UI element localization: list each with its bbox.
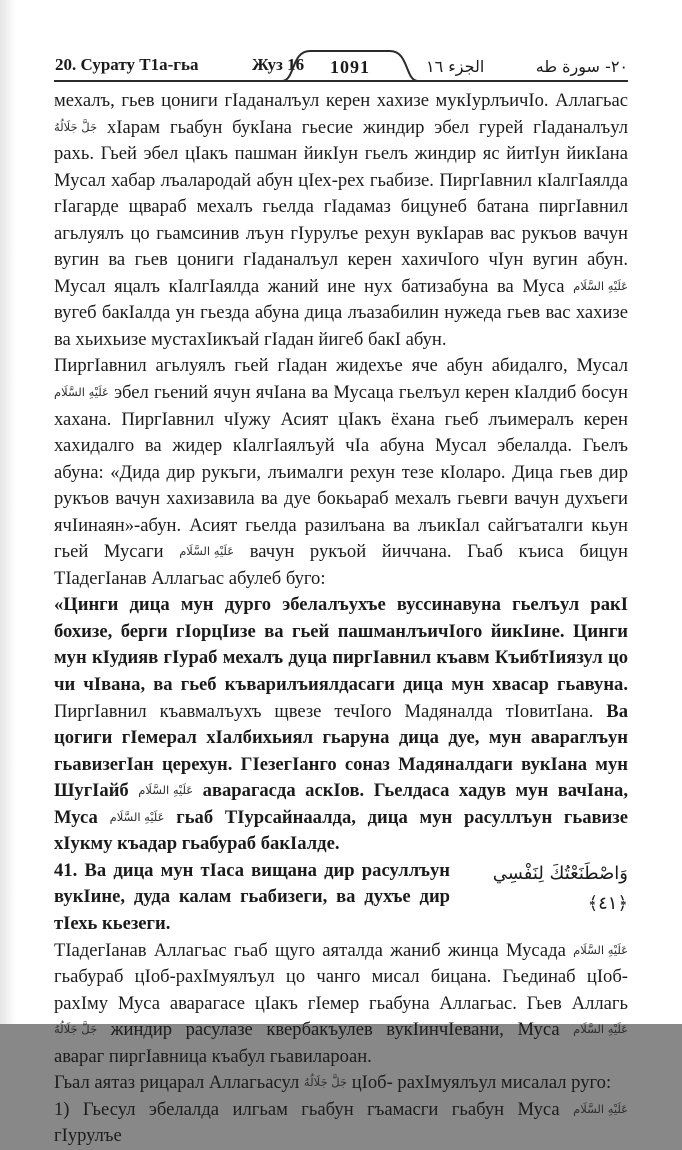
honorific-as-icon: عَلَيْهِ السَّلَام (138, 783, 194, 798)
text-segment: мехалъ, гьев цониги гIаданалъул керен хахизе мукIурлъичIо. Аллагьас (54, 90, 628, 111)
honorific-as-icon: عَلَيْهِ السَّلَام (54, 385, 109, 400)
page-number-tab (282, 50, 418, 82)
surah-title-arabic: ٢٠- سورة طه (535, 57, 628, 76)
text-segment: хIарам гьабун букIана гьесие жиндир эбел гурей гIаданалъул рахь. Гьей эбел цIакъ пашман йикIун гьелъ жиндир яс йитIун йикIана Мусал хабар лъалародай абун цIех-рех гьабизе. ПиргIавнил кIалгIаялда гIагарде щвараб мехалъ гьелда гIадамаз бицунеб батана пиргIавнил агьлуялъ цо гьамсинив лъун гIурулъе рехун вукIарав вас рукъов вачун вугин ва гьев цониги гIаданалъул керен хахичIого чIун вугин абун. Мусал яцалъ кIалгIаялда жаний ине нух батизабуна ва Муса (54, 116, 628, 297)
text-segment: 1) Гьесул эбелалда илгьам гьабун гъамасги гьабун Муса (54, 1098, 574, 1120)
verse-41-block (54, 858, 628, 938)
text-segment: гьабураб цIоб-рахIмуялъул цо чанго мисал бицана. Гьединаб цIоб-рахIму Муса аварагасе цIакъ гIемер гьабуна Аллагьас. Гьев Аллагь (54, 966, 628, 1014)
honorific-jj-icon: جَلَّ جَلَالُهُ (54, 1022, 98, 1037)
text-segment: ТIадегIанав Аллагьас гьаб щуго аяталда жаниб жинца Мусада (54, 939, 574, 961)
text-segment: Ва цогиги гIемерал хIалбихьиял гьаруна дица дуе, мун авараглъун гьавизегIан церехун. ГIезегIанго соназ Мадяналдаги вукIана мун ШугIайб (54, 700, 628, 802)
paragraph-story-1 (54, 88, 628, 353)
text-segment: гIурулъе (54, 1125, 122, 1147)
paragraph-examples-intro (54, 1070, 628, 1097)
honorific-as-icon: عَلَيْهِ السَّلَام (179, 544, 235, 559)
page-body (54, 88, 628, 1147)
text-segment: ПиргIавнил къавмалъухъ щвезе течIого Мадяналда тIовитIана. (54, 700, 607, 722)
paragraph-tafsir (54, 938, 628, 1071)
surah-title-cyrillic: 20. Сурату Т1а-гьа (55, 55, 199, 74)
page-number: 1091 (330, 57, 370, 77)
text-segment: вугеб бакIалда ун гьезда абуна дица лъазабилин нужеда гьев вас хахизе ва хьихьизе мустахIикъай гIадан йигеб бакI абун. (54, 302, 628, 350)
paragraph-story-2 (54, 353, 628, 592)
text-segment: Гьал аятаз рицарал Аллагьасул (54, 1072, 304, 1094)
quran-verse-arabic: وَاصْطَنَعْتُكَ لِنَفْسِي ﴿٤١﴾ (492, 862, 628, 914)
paragraph-quote-bold (54, 592, 628, 857)
text-segment: 41. Ва дица мун тIаса вищана дир расуллъун вукIине, дуда калам гьабизеги, ва духъе дир тIехь кьезеги. (54, 859, 450, 934)
juz-label-arabic: الجزء ١٦ (426, 57, 485, 76)
text-segment: «Цинги дица мун дурго эбелалъухъе вуссинавуна гьелъул ракI бохизе, берги гIорцIизе ва гьей пашманлъичIого йикIине. Цинги мун кIудияв гIураб мехалъ дуца пиргIавнил къавм КъибтIиязул цо чи чIвана, ва гьеб къварилъиялдасаги дица мун хвасар гьавуна. (54, 594, 628, 696)
text-segment: вачун рукъой йиччана. Гьаб къиса бицун ТIадегIанав Аллагьас абулеб буго: (54, 541, 628, 589)
text-segment: ПиргIавнил агьлуялъ гьей гIадан жидехъе яче абун абидалго, Мусал (54, 355, 628, 377)
honorific-jj-icon: جَلَّ جَلَالُهُ (54, 119, 98, 134)
honorific-as-icon: عَلَيْهِ السَّلَام (573, 1101, 628, 1116)
text-segment: гьаб ТIурсайнаалда, дица мун расуллъун гьавизе хIукму къадар гьабураб бакIалде. (54, 806, 628, 855)
honorific-jj-icon: جَلَّ جَلَالُهُ (303, 1075, 348, 1090)
honorific-as-icon: عَلَيْهِ السَّلَام (573, 942, 628, 957)
honorific-as-icon: عَلَيْهِ السَّلَام (573, 1022, 628, 1037)
list-item-1 (54, 1097, 628, 1150)
juz-label-cyrillic: Жуз 16 (252, 55, 305, 74)
text-segment: жиндир расулазе квербакъулев вукIинчIевани, Муса (97, 1019, 574, 1041)
text-segment: эбел гьений ячун ячIана ва Мусаца гьелъул керен кIалдиб босун хахана. ПиргIавнил чIужу Асият цIакъ ёхана гьеб лъимералъ керен хахидалго ва жидер кIалгIаялъуй чIа абуна Мусал эбелалда. Гьелъ абуна: «Дида дир рукъги, лъималги рехун тезе кIоларо. Дица гьев дир рукъов вачун хахизавила ва дуе бокьараб мехалъ гьевги вачун духъеги ячIинаян»-абун. Асият гьелда разилъана ва лъикIал сайгъаталги кьун гьей Мусаги (54, 382, 628, 563)
honorific-as-icon: عَلَيْهِ السَّلَام (573, 278, 628, 293)
text-segment: авараг пиргIавница къабул гьавилароан. (54, 1045, 372, 1067)
honorific-as-icon: عَلَيْهِ السَّلَام (109, 809, 165, 824)
text-segment: аварагасда аскIов. Гьелдаса хадув мун вачIана, Муса (54, 780, 628, 828)
page-header (54, 46, 628, 82)
text-segment: цIоб- рахIмуялъул мисалал руго: (347, 1072, 612, 1094)
